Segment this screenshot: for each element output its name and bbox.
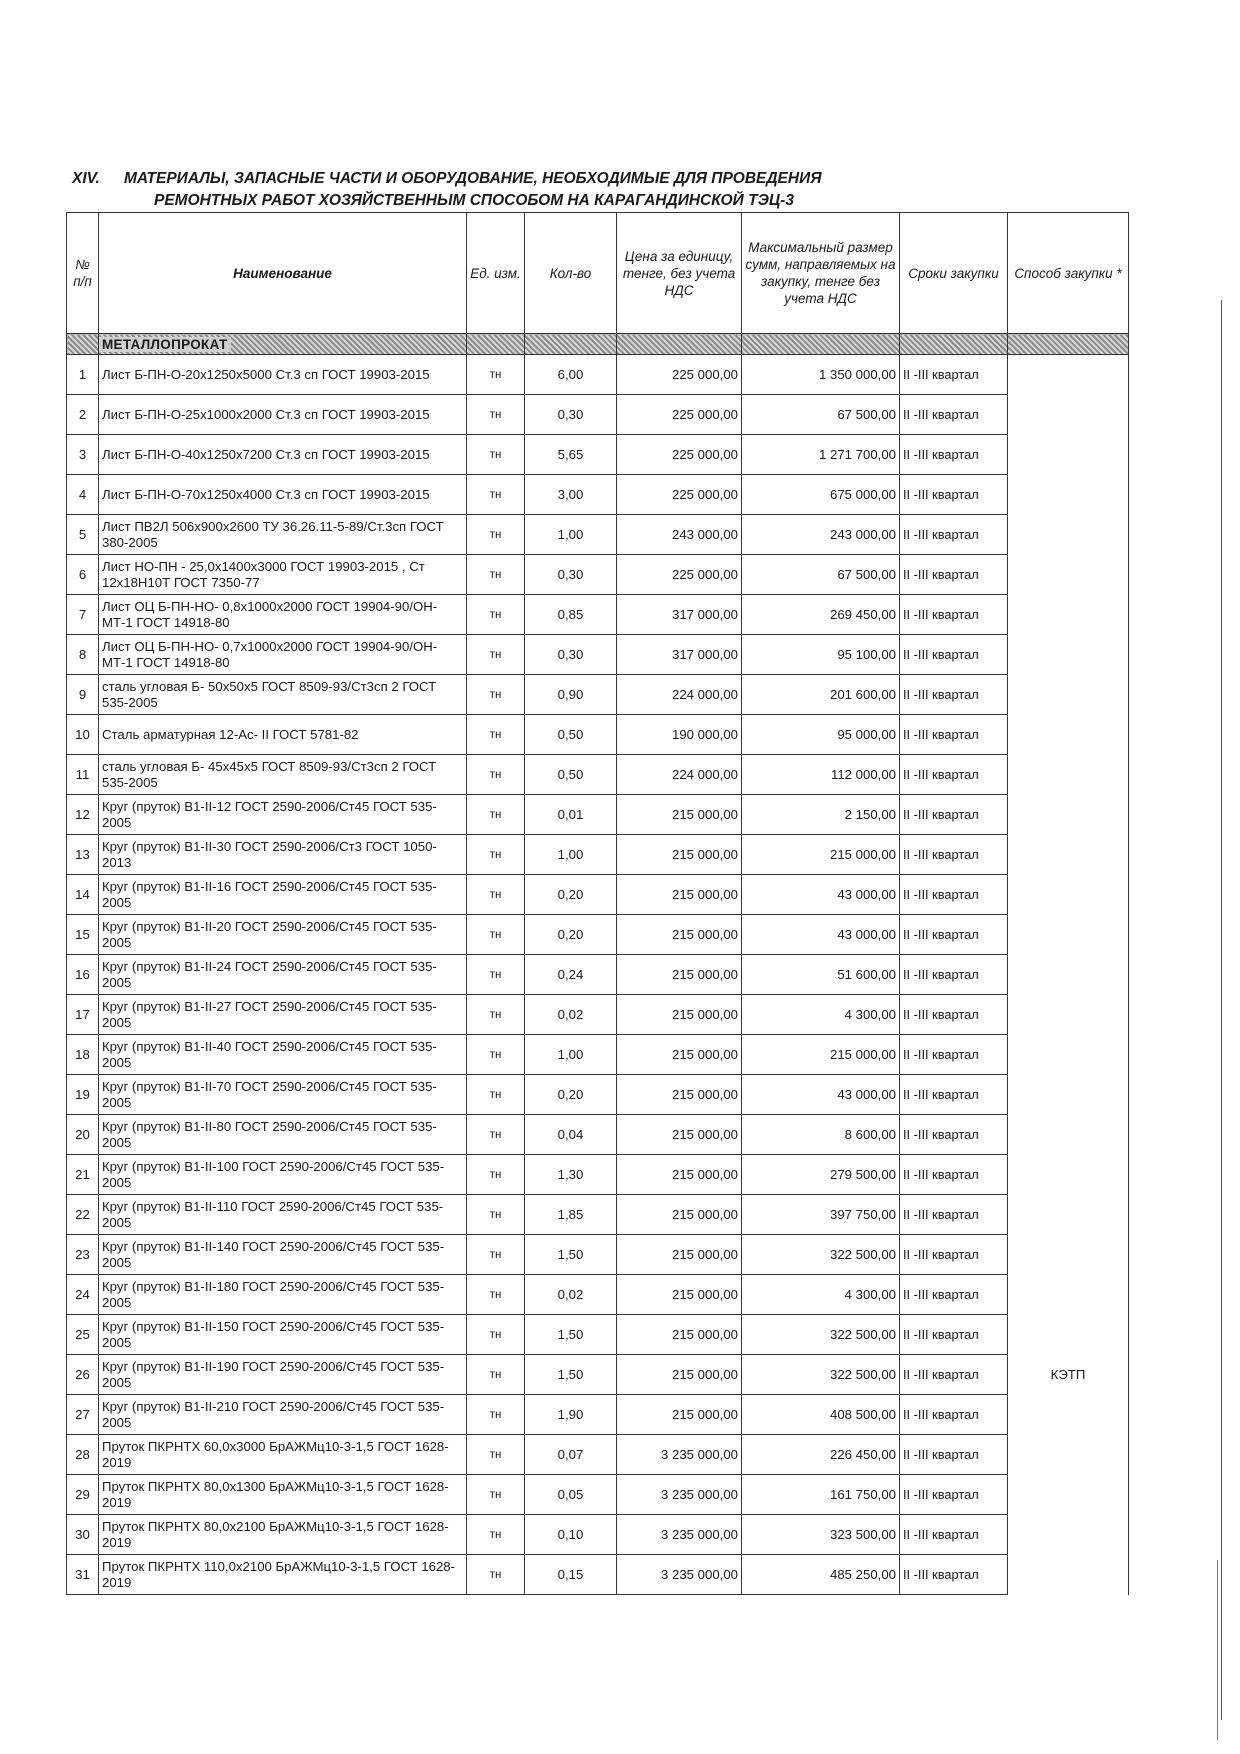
cell-unit: тн [467, 1035, 525, 1075]
cell-qty: 1,85 [525, 1195, 617, 1235]
cell-name: Круг (пруток) В1-II-12 ГОСТ 2590-2006/Ст45 ГОСТ 535-2005 [99, 795, 467, 835]
col-name-header: Наименование [99, 213, 467, 334]
table-row [67, 955, 1129, 995]
cell-term: II -III квартал [900, 355, 1008, 395]
cell-unit: тн [467, 875, 525, 915]
cell-unit: тн [467, 1435, 525, 1475]
cell-sum: 43 000,00 [742, 875, 900, 915]
cell-qty: 0,02 [525, 995, 617, 1035]
cell-term: II -III квартал [900, 875, 1008, 915]
cell-qty: 1,30 [525, 1155, 617, 1195]
cell-qty: 0,85 [525, 595, 617, 635]
cell-term: II -III квартал [900, 795, 1008, 835]
cell-term: II -III квартал [900, 1475, 1008, 1515]
cell-no: 27 [67, 1395, 99, 1435]
col-qty-header: Кол-во [525, 213, 617, 334]
cell-sum: 112 000,00 [742, 755, 900, 795]
cell-qty: 0,02 [525, 1275, 617, 1315]
table-row [67, 635, 1129, 675]
cell-price: 225 000,00 [617, 395, 742, 435]
table-row [67, 1355, 1129, 1395]
table-row [67, 835, 1129, 875]
cell-term: II -III квартал [900, 1195, 1008, 1235]
cell-term: II -III квартал [900, 1275, 1008, 1315]
cell-sum: 226 450,00 [742, 1435, 900, 1475]
table-row [67, 1315, 1129, 1355]
cell-no: 8 [67, 635, 99, 675]
cell-no: 14 [67, 875, 99, 915]
section-label: МЕТАЛЛОПРОКАТ [99, 337, 231, 352]
cell-sum: 675 000,00 [742, 475, 900, 515]
cell-name: Пруток ПКРНТХ 110,0х2100 БрАЖМц10-3-1,5 ГОСТ 1628-2019 [99, 1555, 467, 1595]
cell-term: II -III квартал [900, 1155, 1008, 1195]
cell-method [1008, 1235, 1129, 1275]
cell-sum: 4 300,00 [742, 995, 900, 1035]
cell-sum: 51 600,00 [742, 955, 900, 995]
cell-unit: тн [467, 1315, 525, 1355]
cell-method [1008, 395, 1129, 435]
cell-method [1008, 435, 1129, 475]
cell-sum: 1 350 000,00 [742, 355, 900, 395]
cell-name: Круг (пруток) В1-II-190 ГОСТ 2590-2006/Ст45 ГОСТ 535-2005 [99, 1355, 467, 1395]
cell-unit: тн [467, 1235, 525, 1275]
table-row [67, 795, 1129, 835]
cell-method [1008, 1155, 1129, 1195]
cell-method [1008, 1395, 1129, 1435]
cell-name: Круг (пруток) В1-II-24 ГОСТ 2590-2006/Ст45 ГОСТ 535-2005 [99, 955, 467, 995]
cell-unit: тн [467, 1555, 525, 1595]
cell-method [1008, 995, 1129, 1035]
cell-qty: 0,10 [525, 1515, 617, 1555]
cell-qty: 0,90 [525, 675, 617, 715]
cell-term: II -III квартал [900, 1115, 1008, 1155]
cell-term: II -III квартал [900, 515, 1008, 555]
table-row [67, 1075, 1129, 1115]
cell-no: 9 [67, 675, 99, 715]
cell-price: 215 000,00 [617, 1035, 742, 1075]
cell-qty: 0,01 [525, 795, 617, 835]
cell-no: 1 [67, 355, 99, 395]
cell-term: II -III квартал [900, 1555, 1008, 1595]
col-sum-header: Максимальный размер сумм, направляемых на закупку, тенге без учета НДС [742, 213, 900, 334]
cell-no: 4 [67, 475, 99, 515]
cell-unit: тн [467, 1395, 525, 1435]
cell-term: II -III квартал [900, 1235, 1008, 1275]
cell-name: Лист ПВ2Л 506х900х2600 ТУ 36.26.11-5-89/Ст.3сп ГОСТ 380-2005 [99, 515, 467, 555]
cell-term: II -III квартал [900, 1315, 1008, 1355]
cell-sum: 4 300,00 [742, 1275, 900, 1315]
cell-method [1008, 1515, 1129, 1555]
cell-term: II -III квартал [900, 1035, 1008, 1075]
cell-unit: тн [467, 835, 525, 875]
cell-qty: 0,07 [525, 1435, 617, 1475]
cell-price: 224 000,00 [617, 755, 742, 795]
cell-term: II -III квартал [900, 1395, 1008, 1435]
cell-unit: тн [467, 1355, 525, 1395]
cell-method [1008, 1115, 1129, 1155]
cell-name: Круг (пруток) В1-II-27 ГОСТ 2590-2006/Ст45 ГОСТ 535-2005 [99, 995, 467, 1035]
col-method-header: Способ закупки * [1008, 213, 1129, 334]
cell-no: 31 [67, 1555, 99, 1595]
cell-unit: тн [467, 995, 525, 1035]
cell-term: II -III квартал [900, 1355, 1008, 1395]
cell-qty: 1,50 [525, 1315, 617, 1355]
cell-name: Круг (пруток) В1-II-110 ГОСТ 2590-2006/Ст45 ГОСТ 535-2005 [99, 1195, 467, 1235]
cell-no: 23 [67, 1235, 99, 1275]
table-row [67, 395, 1129, 435]
table-row [67, 475, 1129, 515]
materials-table [66, 212, 1129, 1595]
cell-sum: 8 600,00 [742, 1115, 900, 1155]
cell-qty: 0,30 [525, 555, 617, 595]
cell-sum: 201 600,00 [742, 675, 900, 715]
cell-unit: тн [467, 355, 525, 395]
scan-edge-line [1221, 300, 1222, 1720]
cell-no: 3 [67, 435, 99, 475]
cell-method [1008, 795, 1129, 835]
cell-sum: 397 750,00 [742, 1195, 900, 1235]
heading-number: XIV. [72, 170, 100, 187]
cell-method [1008, 675, 1129, 715]
cell-name: Круг (пруток) В1-II-30 ГОСТ 2590-2006/Ст3 ГОСТ 1050-2013 [99, 835, 467, 875]
cell-qty: 0,05 [525, 1475, 617, 1515]
cell-price: 215 000,00 [617, 1315, 742, 1355]
cell-qty: 1,00 [525, 835, 617, 875]
cell-name: Круг (пруток) В1-II-80 ГОСТ 2590-2006/Ст45 ГОСТ 535-2005 [99, 1115, 467, 1155]
cell-term: II -III квартал [900, 915, 1008, 955]
col-no-header: № п/п [67, 213, 99, 334]
cell-term: II -III квартал [900, 595, 1008, 635]
cell-no: 26 [67, 1355, 99, 1395]
cell-price: 215 000,00 [617, 1115, 742, 1155]
heading-line-1: МАТЕРИАЛЫ, ЗАПАСНЫЕ ЧАСТИ И ОБОРУДОВАНИЕ, НЕОБХОДИМЫЕ ДЛЯ ПРОВЕДЕНИЯ [124, 170, 822, 187]
table-row [67, 595, 1129, 635]
table-row [67, 1115, 1129, 1155]
cell-no: 19 [67, 1075, 99, 1115]
cell-price: 225 000,00 [617, 475, 742, 515]
cell-price: 225 000,00 [617, 435, 742, 475]
cell-method [1008, 715, 1129, 755]
cell-name: Лист Б-ПН-О-20х1250х5000 Ст.3 сп ГОСТ 19903-2015 [99, 355, 467, 395]
cell-sum: 279 500,00 [742, 1155, 900, 1195]
table-header-row [67, 213, 1129, 334]
cell-name: Пруток ПКРНТХ 60,0х3000 БрАЖМц10-3-1,5 ГОСТ 1628-2019 [99, 1435, 467, 1475]
cell-term: II -III квартал [900, 435, 1008, 475]
cell-name: Круг (пруток) В1-II-40 ГОСТ 2590-2006/Ст45 ГОСТ 535-2005 [99, 1035, 467, 1075]
cell-no: 22 [67, 1195, 99, 1235]
table-row [67, 435, 1129, 475]
cell-term: II -III квартал [900, 1075, 1008, 1115]
cell-no: 15 [67, 915, 99, 955]
cell-unit: тн [467, 1515, 525, 1555]
cell-no: 24 [67, 1275, 99, 1315]
cell-no: 12 [67, 795, 99, 835]
cell-no: 18 [67, 1035, 99, 1075]
cell-qty: 6,00 [525, 355, 617, 395]
cell-unit: тн [467, 715, 525, 755]
cell-qty: 1,90 [525, 1395, 617, 1435]
col-unit-header: Ед. изм. [467, 213, 525, 334]
cell-name: Круг (пруток) В1-II-140 ГОСТ 2590-2006/Ст45 ГОСТ 535-2005 [99, 1235, 467, 1275]
cell-method [1008, 1035, 1129, 1075]
cell-method [1008, 515, 1129, 555]
cell-no: 11 [67, 755, 99, 795]
cell-no: 5 [67, 515, 99, 555]
cell-qty: 3,00 [525, 475, 617, 515]
cell-price: 215 000,00 [617, 1235, 742, 1275]
table-row [67, 875, 1129, 915]
cell-price: 215 000,00 [617, 1075, 742, 1115]
cell-unit: тн [467, 475, 525, 515]
cell-name: Сталь арматурная 12-Ас- II ГОСТ 5781-82 [99, 715, 467, 755]
cell-no: 29 [67, 1475, 99, 1515]
cell-name: Круг (пруток) В1-II-20 ГОСТ 2590-2006/Ст45 ГОСТ 535-2005 [99, 915, 467, 955]
cell-price: 317 000,00 [617, 595, 742, 635]
cell-sum: 67 500,00 [742, 555, 900, 595]
cell-name: сталь угловая Б- 45х45х5 ГОСТ 8509-93/Ст3сп 2 ГОСТ 535-2005 [99, 755, 467, 795]
cell-qty: 1,00 [525, 515, 617, 555]
cell-name: Лист НО-ПН - 25,0х1400х3000 ГОСТ 19903-2015 , Ст 12х18Н10Т ГОСТ 7350-77 [99, 555, 467, 595]
table-row [67, 515, 1129, 555]
cell-no: 10 [67, 715, 99, 755]
cell-qty: 1,50 [525, 1355, 617, 1395]
cell-name: Круг (пруток) В1-II-100 ГОСТ 2590-2006/Ст45 ГОСТ 535-2005 [99, 1155, 467, 1195]
cell-no: 13 [67, 835, 99, 875]
cell-qty: 0,30 [525, 635, 617, 675]
table-row [67, 675, 1129, 715]
table-row [67, 1435, 1129, 1475]
cell-qty: 0,20 [525, 915, 617, 955]
cell-price: 215 000,00 [617, 1395, 742, 1435]
cell-no: 20 [67, 1115, 99, 1155]
table-row [67, 1515, 1129, 1555]
cell-unit: тн [467, 555, 525, 595]
table-row [67, 915, 1129, 955]
cell-price: 3 235 000,00 [617, 1475, 742, 1515]
cell-name: Лист ОЦ Б-ПН-НО- 0,7х1000х2000 ГОСТ 19904-90/ОН-МТ-1 ГОСТ 14918-80 [99, 635, 467, 675]
table-row [67, 995, 1129, 1035]
cell-method [1008, 955, 1129, 995]
cell-method [1008, 1555, 1129, 1595]
cell-name: Лист Б-ПН-О-40х1250х7200 Ст.3 сп ГОСТ 19903-2015 [99, 435, 467, 475]
cell-unit: тн [467, 1475, 525, 1515]
cell-sum: 95 000,00 [742, 715, 900, 755]
cell-term: II -III квартал [900, 555, 1008, 595]
cell-qty: 0,24 [525, 955, 617, 995]
col-price-header: Цена за единицу, тенге, без учета НДС [617, 213, 742, 334]
cell-sum: 243 000,00 [742, 515, 900, 555]
cell-sum: 322 500,00 [742, 1315, 900, 1355]
cell-unit: тн [467, 395, 525, 435]
cell-method [1008, 915, 1129, 955]
cell-sum: 323 500,00 [742, 1515, 900, 1555]
cell-sum: 485 250,00 [742, 1555, 900, 1595]
cell-price: 243 000,00 [617, 515, 742, 555]
cell-unit: тн [467, 1195, 525, 1235]
cell-no: 21 [67, 1155, 99, 1195]
cell-qty: 0,15 [525, 1555, 617, 1595]
cell-sum: 161 750,00 [742, 1475, 900, 1515]
cell-price: 215 000,00 [617, 875, 742, 915]
cell-method [1008, 1275, 1129, 1315]
cell-sum: 1 271 700,00 [742, 435, 900, 475]
cell-price: 215 000,00 [617, 1355, 742, 1395]
cell-term: II -III квартал [900, 1515, 1008, 1555]
cell-name: Круг (пруток) В1-II-70 ГОСТ 2590-2006/Ст45 ГОСТ 535-2005 [99, 1075, 467, 1115]
section-row [67, 334, 1129, 355]
cell-qty: 0,30 [525, 395, 617, 435]
cell-sum: 2 150,00 [742, 795, 900, 835]
table-row [67, 1475, 1129, 1515]
cell-name: Лист Б-ПН-О-25х1000х2000 Ст.3 сп ГОСТ 19903-2015 [99, 395, 467, 435]
cell-term: II -III квартал [900, 715, 1008, 755]
cell-price: 224 000,00 [617, 675, 742, 715]
cell-method [1008, 595, 1129, 635]
cell-unit: тн [467, 795, 525, 835]
cell-qty: 1,50 [525, 1235, 617, 1275]
cell-qty: 0,50 [525, 715, 617, 755]
cell-unit: тн [467, 595, 525, 635]
cell-sum: 215 000,00 [742, 1035, 900, 1075]
cell-unit: тн [467, 435, 525, 475]
cell-unit: тн [467, 755, 525, 795]
cell-method [1008, 875, 1129, 915]
cell-price: 225 000,00 [617, 355, 742, 395]
table-row [67, 1195, 1129, 1235]
cell-qty: 0,20 [525, 875, 617, 915]
heading-line-2: РЕМОНТНЫХ РАБОТ ХОЗЯЙСТВЕННЫМ СПОСОБОМ НА КАРАГАНДИНСКОЙ ТЭЦ-3 [154, 192, 794, 209]
cell-unit: тн [467, 1115, 525, 1155]
cell-term: II -III квартал [900, 475, 1008, 515]
cell-term: II -III квартал [900, 755, 1008, 795]
table-row [67, 1395, 1129, 1435]
table-row [67, 755, 1129, 795]
cell-unit: тн [467, 955, 525, 995]
cell-no: 28 [67, 1435, 99, 1475]
cell-term: II -III квартал [900, 395, 1008, 435]
cell-term: II -III квартал [900, 835, 1008, 875]
cell-method [1008, 1195, 1129, 1235]
cell-name: Пруток ПКРНТХ 80,0х1300 БрАЖМц10-3-1,5 ГОСТ 1628-2019 [99, 1475, 467, 1515]
cell-sum: 67 500,00 [742, 395, 900, 435]
cell-method [1008, 355, 1129, 395]
cell-method [1008, 1315, 1129, 1355]
cell-name: Круг (пруток) В1-II-180 ГОСТ 2590-2006/Ст45 ГОСТ 535-2005 [99, 1275, 467, 1315]
cell-method [1008, 475, 1129, 515]
cell-unit: тн [467, 1275, 525, 1315]
cell-unit: тн [467, 675, 525, 715]
cell-method [1008, 755, 1129, 795]
col-term-header: Сроки закупки [900, 213, 1008, 334]
cell-name: Пруток ПКРНТХ 80,0х2100 БрАЖМц10-3-1,5 ГОСТ 1628-2019 [99, 1515, 467, 1555]
cell-sum: 322 500,00 [742, 1235, 900, 1275]
table-row [67, 1275, 1129, 1315]
cell-name: Круг (пруток) В1-II-16 ГОСТ 2590-2006/Ст45 ГОСТ 535-2005 [99, 875, 467, 915]
cell-method [1008, 1075, 1129, 1115]
cell-sum: 322 500,00 [742, 1355, 900, 1395]
cell-price: 215 000,00 [617, 915, 742, 955]
cell-name: Лист Б-ПН-О-70х1250х4000 Ст.3 сп ГОСТ 19903-2015 [99, 475, 467, 515]
cell-price: 215 000,00 [617, 1195, 742, 1235]
section-heading [72, 168, 1072, 212]
cell-qty: 1,00 [525, 1035, 617, 1075]
cell-sum: 408 500,00 [742, 1395, 900, 1435]
cell-method [1008, 555, 1129, 595]
table-row [67, 355, 1129, 395]
cell-price: 3 235 000,00 [617, 1515, 742, 1555]
cell-qty: 0,50 [525, 755, 617, 795]
cell-qty: 0,04 [525, 1115, 617, 1155]
cell-unit: тн [467, 1075, 525, 1115]
cell-sum: 269 450,00 [742, 595, 900, 635]
cell-no: 16 [67, 955, 99, 995]
cell-name: сталь угловая Б- 50х50х5 ГОСТ 8509-93/Ст3сп 2 ГОСТ 535-2005 [99, 675, 467, 715]
cell-method: КЭТП [1008, 1355, 1129, 1395]
cell-price: 317 000,00 [617, 635, 742, 675]
cell-no: 7 [67, 595, 99, 635]
cell-no: 6 [67, 555, 99, 595]
cell-term: II -III квартал [900, 675, 1008, 715]
cell-term: II -III квартал [900, 635, 1008, 675]
cell-price: 215 000,00 [617, 995, 742, 1035]
cell-qty: 5,65 [525, 435, 617, 475]
cell-term: II -III квартал [900, 955, 1008, 995]
cell-price: 215 000,00 [617, 835, 742, 875]
cell-unit: тн [467, 515, 525, 555]
cell-sum: 215 000,00 [742, 835, 900, 875]
cell-sum: 95 100,00 [742, 635, 900, 675]
cell-sum: 43 000,00 [742, 1075, 900, 1115]
cell-no: 30 [67, 1515, 99, 1555]
cell-method [1008, 835, 1129, 875]
cell-name: Круг (пруток) В1-II-210 ГОСТ 2590-2006/Ст45 ГОСТ 535-2005 [99, 1395, 467, 1435]
table-row [67, 1035, 1129, 1075]
cell-unit: тн [467, 1155, 525, 1195]
cell-price: 3 235 000,00 [617, 1435, 742, 1475]
table-row [67, 1155, 1129, 1195]
cell-price: 3 235 000,00 [617, 1555, 742, 1595]
cell-name: Лист ОЦ Б-ПН-НО- 0,8х1000х2000 ГОСТ 19904-90/ОН-МТ-1 ГОСТ 14918-80 [99, 595, 467, 635]
cell-price: 215 000,00 [617, 955, 742, 995]
table-body [67, 334, 1129, 1595]
cell-method [1008, 1475, 1129, 1515]
scan-edge-line [1217, 1560, 1218, 1740]
cell-no: 2 [67, 395, 99, 435]
cell-price: 190 000,00 [617, 715, 742, 755]
table-row [67, 555, 1129, 595]
cell-no: 17 [67, 995, 99, 1035]
cell-name: Круг (пруток) В1-II-150 ГОСТ 2590-2006/Ст45 ГОСТ 535-2005 [99, 1315, 467, 1355]
cell-unit: тн [467, 635, 525, 675]
cell-sum: 43 000,00 [742, 915, 900, 955]
table-row [67, 1555, 1129, 1595]
cell-qty: 0,20 [525, 1075, 617, 1115]
cell-method [1008, 635, 1129, 675]
cell-term: II -III квартал [900, 995, 1008, 1035]
cell-term: II -III квартал [900, 1435, 1008, 1475]
cell-price: 215 000,00 [617, 1275, 742, 1315]
table-row [67, 1235, 1129, 1275]
cell-price: 215 000,00 [617, 1155, 742, 1195]
cell-no: 25 [67, 1315, 99, 1355]
table-row [67, 715, 1129, 755]
cell-price: 225 000,00 [617, 555, 742, 595]
cell-unit: тн [467, 915, 525, 955]
cell-method [1008, 1435, 1129, 1475]
cell-price: 215 000,00 [617, 795, 742, 835]
